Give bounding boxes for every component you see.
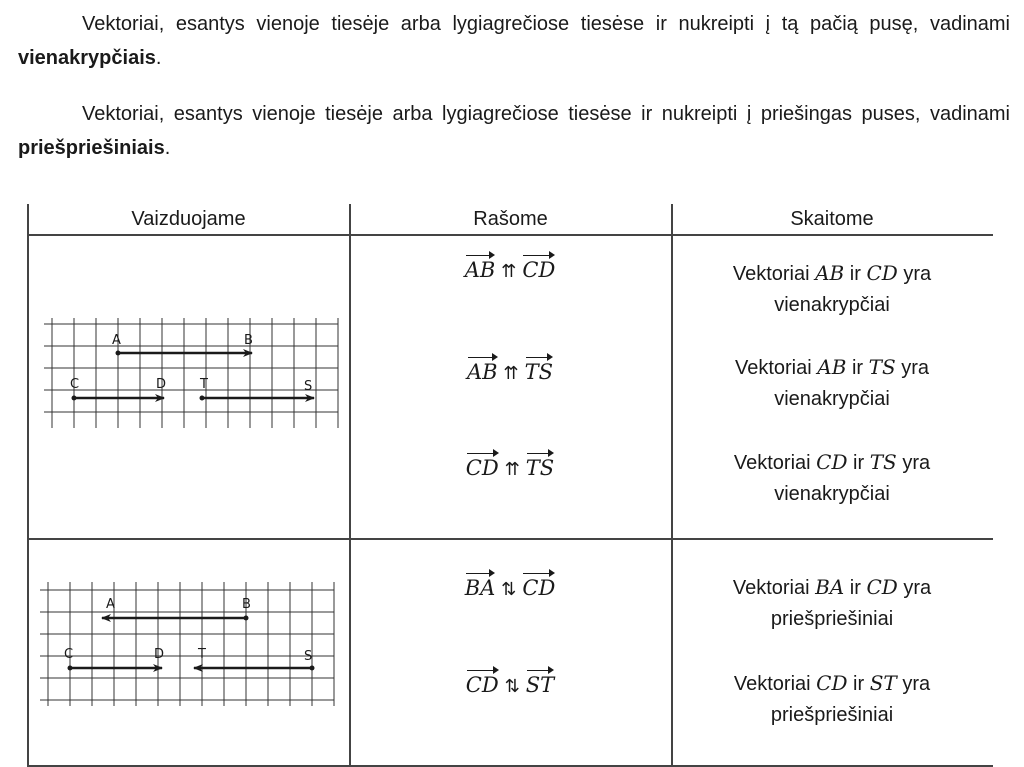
p2-end: . [164, 137, 171, 159]
label-a: A [106, 597, 115, 612]
reading-row-3 [672, 447, 992, 510]
reading-row-5 [672, 668, 992, 731]
grid-lines [44, 318, 338, 428]
notation-row-1 [349, 258, 671, 282]
label-a: A [112, 333, 121, 348]
read-and: ir [846, 357, 869, 379]
table-bottom-rule [27, 765, 993, 767]
label-t: T [200, 377, 208, 392]
vector-cd: CD [522, 576, 556, 600]
grid-diagram-opposite-direction [40, 582, 336, 706]
read-and: ir [847, 673, 870, 695]
read-yra: yra [896, 452, 931, 474]
reading-row-1 [672, 258, 992, 321]
header-rasome: Rašome [473, 208, 548, 230]
notation-row-5 [349, 673, 671, 697]
reading-row-4 [672, 572, 992, 635]
vector-ts: TS [524, 360, 554, 384]
read-term: vienakrypčiai [774, 483, 890, 505]
label-s: S [304, 649, 313, 664]
read-vector-b: ST [869, 671, 897, 695]
grid-diagram-same-direction [44, 318, 340, 430]
notation-row-4 [349, 576, 671, 600]
label-c: C [64, 647, 74, 662]
label-t: T [198, 647, 206, 662]
p1-end: . [155, 47, 162, 69]
vector-ab: AB [464, 258, 496, 282]
read-yra: yra [896, 673, 931, 695]
read-vector-a: AB [815, 261, 845, 285]
vector-cd: CD [465, 673, 499, 697]
read-vector-a: BA [815, 575, 845, 599]
read-term: vienakrypčiai [774, 388, 890, 410]
grid-lines [40, 582, 334, 706]
p1-text: Vektoriai, esantys vienoje tiesėje arba lygiagrečiose tiesėse ir nukreipti į tą pačią pusę, vadinami [82, 13, 1010, 35]
definition-same-direction [18, 7, 1010, 75]
label-c: C [70, 377, 80, 392]
header-vaizduojame: Vaizduojame [131, 208, 246, 230]
read-term: priešpriešiniai [770, 704, 894, 726]
label-d: D [156, 377, 167, 392]
label-b: B [242, 597, 251, 612]
read-prefix: Vektoriai [732, 263, 816, 285]
same-direction-symbol: ⇈ [501, 261, 517, 282]
read-term: priešpriešiniai [770, 608, 894, 630]
same-direction-symbol: ⇈ [503, 363, 519, 384]
read-prefix: Vektoriai [733, 673, 817, 695]
read-and: ir [844, 577, 867, 599]
definition-opposite-direction [18, 97, 1010, 165]
read-yra: yra [897, 577, 932, 599]
vector-st: ST [525, 673, 555, 697]
table-header-rule [27, 234, 993, 236]
opposite-direction-symbol: ⇅ [501, 579, 517, 600]
label-s: S [304, 379, 313, 394]
opposite-direction-symbol: ⇅ [504, 676, 520, 697]
read-prefix: Vektoriai [734, 357, 818, 379]
read-vector-a: CD [816, 671, 848, 695]
notation-row-2 [349, 360, 671, 384]
vector-ba: BA [464, 576, 496, 600]
p2-text: Vektoriai, esantys vienoje tiesėje arba lygiagrečiose tiesėse ir nukreipti į priešingas puses, vadinami [82, 103, 1010, 125]
read-vector-b: CD [866, 261, 898, 285]
reading-row-2 [672, 352, 992, 415]
read-yra: yra [895, 357, 929, 379]
table-section-rule [27, 538, 993, 540]
same-direction-symbol: ⇈ [504, 459, 520, 480]
label-d: D [154, 647, 165, 662]
read-and: ir [847, 452, 870, 474]
vector-cd: CD [465, 456, 499, 480]
vector-cd: CD [522, 258, 556, 282]
read-and: ir [844, 263, 867, 285]
notation-row-3 [349, 456, 671, 480]
term-vienakrypciais: vienakrypčiais [18, 47, 156, 69]
read-vector-b: CD [866, 575, 898, 599]
read-vector-a: CD [816, 450, 848, 474]
read-vector-b: TS [868, 355, 896, 379]
label-b: B [244, 333, 253, 348]
header-skaitome: Skaitome [790, 208, 874, 230]
read-term: vienakrypčiai [774, 294, 890, 316]
read-vector-b: TS [869, 450, 897, 474]
table-border-left [27, 204, 29, 766]
vector-ab: AB [466, 360, 498, 384]
read-prefix: Vektoriai [733, 452, 817, 474]
vector-ts: TS [525, 456, 555, 480]
read-vector-a: AB [817, 355, 847, 379]
term-priespriesiniais: priešpriešiniais [18, 137, 165, 159]
read-yra: yra [897, 263, 932, 285]
read-prefix: Vektoriai [732, 577, 816, 599]
